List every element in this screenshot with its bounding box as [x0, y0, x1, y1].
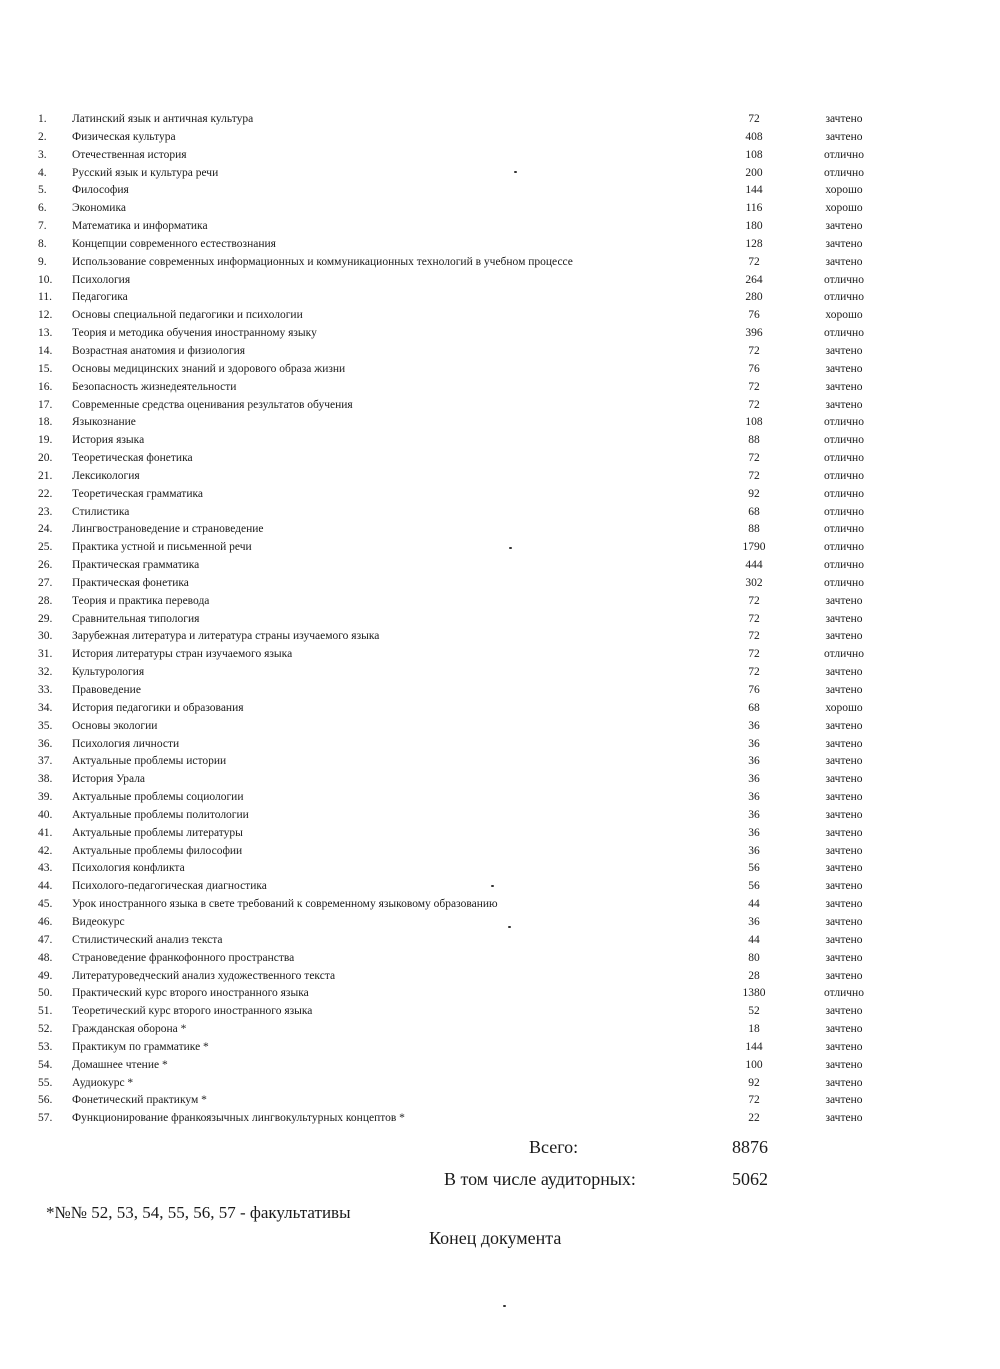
- subject-name: Актуальные проблемы философии: [72, 844, 243, 857]
- hours-value: 264: [745, 273, 763, 286]
- hours-value: 44: [748, 898, 760, 911]
- row-number: 9.: [38, 255, 47, 268]
- table-row: [0, 753, 1000, 771]
- hours-value: 72: [748, 113, 760, 125]
- subject-name: Практический курс второго иностранного языка: [72, 987, 309, 1000]
- table-row: [0, 129, 1000, 147]
- table-row: [0, 379, 1000, 397]
- row-number: 50.: [38, 987, 53, 1000]
- hours-value: 72: [748, 648, 760, 661]
- table-row: [0, 1039, 1000, 1057]
- subject-name: Видеокурс: [72, 915, 125, 928]
- grade-value: отлично: [824, 469, 864, 482]
- hours-value: 36: [748, 737, 760, 750]
- hours-value: 44: [748, 933, 760, 946]
- grade-value: зачтено: [825, 255, 863, 268]
- row-number: 53.: [38, 1040, 53, 1053]
- subject-name: Страноведение франкофонного пространства: [72, 951, 295, 964]
- grade-value: зачтено: [825, 684, 863, 696]
- subject-name: Гражданская оборона *: [72, 1023, 187, 1036]
- table-row: [0, 182, 1000, 200]
- grade-value: хорошо: [825, 202, 863, 215]
- hours-value: 108: [745, 416, 763, 429]
- row-number: 51.: [38, 1005, 53, 1018]
- subject-name: Теоретический курс второго иностранного языка: [72, 1005, 313, 1018]
- subject-name: Актуальные проблемы политологии: [72, 808, 249, 821]
- hours-value: 302: [745, 576, 763, 589]
- grade-value: зачтено: [825, 1040, 863, 1053]
- grade-value: зачтено: [825, 1076, 863, 1089]
- subject-name: Экономика: [72, 202, 126, 215]
- table-row: [0, 397, 1000, 415]
- row-number: 20.: [38, 452, 53, 465]
- table-row: [0, 165, 1000, 183]
- table-row: [0, 468, 1000, 486]
- table-row: [0, 628, 1000, 646]
- row-number: 38.: [38, 773, 53, 786]
- subject-name: Основы экологии: [72, 719, 158, 732]
- scan-speck: [509, 547, 512, 549]
- table-row: [0, 896, 1000, 914]
- subject-name: Теория и методика обучения иностранному языку: [72, 327, 317, 340]
- row-number: 41.: [38, 826, 53, 839]
- table-row: [0, 325, 1000, 343]
- subject-name: Психология личности: [72, 737, 180, 750]
- grade-value: отлично: [824, 487, 864, 500]
- row-number: 45.: [38, 898, 53, 911]
- classroom-hours-value: 5062: [732, 1169, 768, 1189]
- table-row: [0, 700, 1000, 718]
- row-number: 19.: [38, 434, 53, 447]
- table-row: [0, 254, 1000, 272]
- grade-value: зачтено: [825, 933, 863, 946]
- hours-value: 68: [748, 701, 760, 714]
- row-number: 55.: [38, 1076, 53, 1089]
- table-row: [0, 682, 1000, 700]
- hours-value: 76: [748, 362, 760, 375]
- hours-value: 72: [748, 452, 760, 465]
- table-row: [0, 521, 1000, 539]
- row-number: 54.: [38, 1058, 53, 1071]
- grade-value: зачтено: [825, 630, 863, 643]
- row-number: 37.: [38, 755, 53, 768]
- hours-value: 72: [748, 666, 760, 679]
- hours-value: 408: [745, 130, 763, 143]
- subject-name: Стилистика: [72, 505, 130, 518]
- table-row: [0, 914, 1000, 932]
- row-number: 12.: [38, 309, 53, 322]
- subject-name: Урок иностранного языка в свете требований к современному языковому образованию: [72, 898, 498, 911]
- row-number: 34.: [38, 701, 53, 714]
- subject-name: Стилистический анализ текста: [72, 933, 223, 946]
- hours-value: 200: [745, 166, 763, 179]
- table-row: [0, 361, 1000, 379]
- grade-value: отлично: [824, 523, 864, 536]
- subject-name: Физическая культура: [72, 130, 176, 143]
- hours-value: 36: [748, 773, 760, 786]
- subject-name: Аудиокурс *: [72, 1076, 134, 1089]
- grade-value: отлично: [824, 273, 864, 286]
- subject-name: Латинский язык и античная культура: [72, 113, 254, 125]
- row-number: 35.: [38, 719, 53, 732]
- subject-name: Практикум по грамматике *: [72, 1040, 209, 1053]
- row-number: 4.: [38, 166, 47, 179]
- table-row: [0, 504, 1000, 522]
- hours-value: 72: [748, 594, 760, 607]
- grade-value: отлично: [824, 327, 864, 340]
- hours-value: 56: [748, 862, 760, 875]
- grade-value: зачтено: [825, 130, 863, 143]
- subject-name: Практическая фонетика: [72, 576, 189, 589]
- grade-value: зачтено: [825, 737, 863, 750]
- grade-value: зачтено: [825, 398, 863, 411]
- hours-value: 18: [748, 1023, 760, 1036]
- subject-name: Теория и практика перевода: [72, 594, 210, 607]
- grade-value: зачтено: [825, 344, 863, 357]
- subject-name: История языка: [72, 434, 145, 447]
- grade-value: зачтено: [825, 220, 863, 233]
- subject-name: Использование современных информационных и коммуникационных технологий в учебном процессе: [72, 255, 573, 268]
- hours-value: 36: [748, 826, 760, 839]
- grade-value: отлично: [824, 166, 864, 179]
- table-row: [0, 289, 1000, 307]
- grade-value: зачтено: [825, 612, 863, 625]
- subject-name: Философия: [72, 184, 129, 197]
- table-row: [0, 218, 1000, 236]
- row-number: 23.: [38, 505, 53, 518]
- table-row: [0, 557, 1000, 575]
- hours-value: 72: [748, 398, 760, 411]
- row-number: 42.: [38, 844, 53, 857]
- subject-name: История Урала: [72, 773, 146, 786]
- table-row: [0, 111, 1000, 129]
- total-value: 8876: [732, 1137, 768, 1157]
- course-list: [0, 111, 1000, 1128]
- table-row: [0, 343, 1000, 361]
- subject-name: Сравнительная типология: [72, 612, 200, 625]
- subject-name: Русский язык и культура речи: [72, 166, 219, 179]
- row-number: 14.: [38, 344, 53, 357]
- row-number: 44.: [38, 880, 53, 893]
- grade-value: зачтено: [825, 362, 863, 375]
- grade-value: отлично: [824, 987, 864, 1000]
- hours-value: 396: [745, 327, 763, 340]
- hours-value: 444: [745, 559, 763, 572]
- grade-value: зачтено: [825, 880, 863, 893]
- subject-name: История литературы стран изучаемого языка: [72, 648, 293, 661]
- subject-name: История педагогики и образования: [72, 701, 244, 714]
- grade-value: зачтено: [825, 237, 863, 250]
- row-number: 8.: [38, 237, 47, 250]
- row-number: 26.: [38, 559, 53, 572]
- table-row: [0, 414, 1000, 432]
- subject-name: Основы специальной педагогики и психологии: [72, 309, 303, 322]
- subject-name: Психолого-педагогическая диагностика: [72, 880, 267, 893]
- hours-value: 36: [748, 844, 760, 857]
- grade-value: отлично: [824, 541, 864, 554]
- hours-value: 72: [748, 630, 760, 643]
- hours-value: 92: [748, 487, 760, 500]
- row-number: 40.: [38, 808, 53, 821]
- grade-value: зачтено: [825, 380, 863, 393]
- grade-value: зачтено: [825, 898, 863, 911]
- subject-name: Функционирование франкоязычных лингвокультурных концептов *: [72, 1112, 405, 1125]
- row-number: 56.: [38, 1094, 53, 1107]
- grade-value: зачтено: [825, 773, 863, 786]
- grade-value: зачтено: [825, 862, 863, 875]
- hours-value: 1790: [742, 541, 766, 554]
- row-number: 6.: [38, 202, 47, 215]
- grade-value: зачтено: [825, 1023, 863, 1036]
- end-of-document: Конец документа: [429, 1228, 562, 1248]
- scan-speck: [508, 926, 511, 928]
- subject-name: Психология: [72, 273, 131, 286]
- hours-value: 76: [748, 684, 760, 696]
- subject-name: Культурология: [72, 666, 145, 679]
- hours-value: 88: [748, 523, 760, 536]
- subject-name: Теоретическая грамматика: [72, 487, 203, 500]
- row-number: 33.: [38, 684, 53, 696]
- row-number: 49.: [38, 969, 53, 982]
- subject-name: Концепции современного естествознания: [72, 237, 276, 250]
- table-row: [0, 1110, 1000, 1128]
- hours-value: 72: [748, 612, 760, 625]
- grade-value: зачтено: [825, 969, 863, 982]
- grade-value: отлично: [824, 148, 864, 161]
- scan-speck: [503, 1305, 506, 1307]
- hours-value: 72: [748, 1094, 760, 1107]
- table-row: [0, 932, 1000, 950]
- row-number: 21.: [38, 469, 53, 482]
- grade-value: зачтено: [825, 951, 863, 964]
- grade-value: хорошо: [825, 309, 863, 322]
- row-number: 3.: [38, 148, 47, 161]
- classroom-hours-label: В том числе аудиторных:: [444, 1169, 636, 1189]
- row-number: 47.: [38, 933, 53, 946]
- grade-value: зачтено: [825, 1094, 863, 1107]
- table-row: [0, 200, 1000, 218]
- row-number: 27.: [38, 576, 53, 589]
- table-row: [0, 147, 1000, 165]
- row-number: 43.: [38, 862, 53, 875]
- table-row: [0, 718, 1000, 736]
- row-number: 5.: [38, 184, 47, 197]
- table-row: [0, 432, 1000, 450]
- table-row: [0, 272, 1000, 290]
- table-row: [0, 985, 1000, 1003]
- hours-value: 28: [748, 969, 760, 982]
- subject-name: Математика и информатика: [72, 220, 208, 233]
- row-number: 1.: [38, 113, 47, 125]
- subject-name: Литературоведческий анализ художественного текста: [72, 969, 336, 982]
- subject-name: Актуальные проблемы истории: [72, 755, 227, 768]
- subject-name: Современные средства оценивания результатов обучения: [72, 398, 353, 411]
- hours-value: 144: [745, 1040, 763, 1053]
- hours-value: 1380: [742, 987, 766, 1000]
- subject-name: Языкознание: [72, 416, 136, 429]
- table-row: [0, 1003, 1000, 1021]
- grade-value: зачтено: [825, 113, 863, 125]
- hours-value: 88: [748, 434, 760, 447]
- row-number: 48.: [38, 951, 53, 964]
- row-number: 32.: [38, 666, 53, 679]
- hours-value: 22: [748, 1112, 760, 1125]
- grade-value: зачтено: [825, 791, 863, 804]
- subject-name: Лексикология: [72, 469, 140, 482]
- grade-value: зачтено: [825, 1005, 863, 1018]
- hours-value: 36: [748, 719, 760, 732]
- table-row: [0, 950, 1000, 968]
- grade-value: отлично: [824, 452, 864, 465]
- table-row: [0, 860, 1000, 878]
- hours-value: 36: [748, 808, 760, 821]
- hours-value: 76: [748, 309, 760, 322]
- hours-value: 36: [748, 915, 760, 928]
- grade-value: зачтено: [825, 719, 863, 732]
- subject-name: Основы медицинских знаний и здорового образа жизни: [72, 362, 346, 375]
- row-number: 46.: [38, 915, 53, 928]
- grade-value: зачтено: [825, 915, 863, 928]
- table-row: [0, 789, 1000, 807]
- hours-value: 108: [745, 148, 763, 161]
- hours-value: 180: [745, 220, 763, 233]
- hours-value: 72: [748, 469, 760, 482]
- table-row: [0, 736, 1000, 754]
- grade-value: зачтено: [825, 844, 863, 857]
- grade-value: отлично: [824, 291, 864, 304]
- table-row: [0, 843, 1000, 861]
- table-row: [0, 450, 1000, 468]
- hours-value: 100: [745, 1058, 763, 1071]
- row-number: 52.: [38, 1023, 53, 1036]
- table-row: [0, 486, 1000, 504]
- row-number: 25.: [38, 541, 53, 554]
- table-row: [0, 807, 1000, 825]
- grade-value: зачтено: [825, 666, 863, 679]
- subject-name: Практическая грамматика: [72, 559, 200, 572]
- grade-value: зачтено: [825, 1112, 863, 1125]
- hours-value: 80: [748, 951, 760, 964]
- scan-speck: [491, 885, 494, 887]
- grade-value: зачтено: [825, 755, 863, 768]
- grade-value: отлично: [824, 416, 864, 429]
- table-row: [0, 593, 1000, 611]
- subject-name: Домашнее чтение *: [72, 1058, 168, 1071]
- row-number: 7.: [38, 220, 47, 233]
- row-number: 18.: [38, 416, 53, 429]
- row-number: 15.: [38, 362, 53, 375]
- subject-name: Практика устной и письменной речи: [72, 541, 252, 554]
- subject-name: Педагогика: [72, 291, 128, 304]
- row-number: 11.: [38, 291, 52, 304]
- hours-value: 68: [748, 505, 760, 518]
- table-row: [0, 1092, 1000, 1110]
- table-row: [0, 307, 1000, 325]
- hours-value: 128: [745, 237, 763, 250]
- table-row: [0, 878, 1000, 896]
- grade-value: зачтено: [825, 808, 863, 821]
- table-row: [0, 575, 1000, 593]
- subject-name: Безопасность жизнедеятельности: [72, 380, 237, 393]
- hours-value: 280: [745, 291, 763, 304]
- row-number: 10.: [38, 273, 53, 286]
- row-number: 36.: [38, 737, 53, 750]
- hours-value: 56: [748, 880, 760, 893]
- row-number: 39.: [38, 791, 53, 804]
- subject-name: Зарубежная литература и литература страны изучаемого языка: [72, 630, 380, 643]
- table-row: [0, 1057, 1000, 1075]
- hours-value: 72: [748, 255, 760, 268]
- grade-value: хорошо: [825, 701, 863, 714]
- hours-value: 36: [748, 791, 760, 804]
- table-row: [0, 771, 1000, 789]
- table-row: [0, 646, 1000, 664]
- row-number: 13.: [38, 327, 53, 340]
- grade-value: зачтено: [825, 826, 863, 839]
- grade-value: отлично: [824, 576, 864, 589]
- grade-value: отлично: [824, 505, 864, 518]
- subject-name: Отечественная история: [72, 148, 187, 161]
- grade-value: зачтено: [825, 594, 863, 607]
- scan-speck: [514, 171, 517, 173]
- table-row: [0, 539, 1000, 557]
- electives-footnote: *№№ 52, 53, 54, 55, 56, 57 - факультативы: [46, 1203, 351, 1222]
- hours-value: 72: [748, 380, 760, 393]
- table-row: [0, 968, 1000, 986]
- grade-value: отлично: [824, 434, 864, 447]
- row-number: 29.: [38, 612, 53, 625]
- hours-value: 92: [748, 1076, 760, 1089]
- row-number: 17.: [38, 398, 53, 411]
- hours-value: 72: [748, 344, 760, 357]
- grade-value: отлично: [824, 559, 864, 572]
- subject-name: Правоведение: [72, 684, 141, 696]
- subject-name: Возрастная анатомия и физиология: [72, 344, 246, 357]
- subject-name: Теоретическая фонетика: [72, 452, 193, 465]
- total-label: Всего:: [529, 1137, 579, 1157]
- subject-name: Актуальные проблемы литературы: [72, 826, 243, 839]
- row-number: 28.: [38, 594, 53, 607]
- row-number: 57.: [38, 1112, 53, 1125]
- row-number: 22.: [38, 487, 53, 500]
- row-number: 24.: [38, 523, 53, 536]
- row-number: 31.: [38, 648, 53, 661]
- row-number: 2.: [38, 130, 47, 143]
- row-number: 30.: [38, 630, 53, 643]
- table-row: [0, 1075, 1000, 1093]
- hours-value: 52: [748, 1005, 760, 1018]
- table-row: [0, 1021, 1000, 1039]
- grade-value: зачтено: [825, 1058, 863, 1071]
- table-row: [0, 825, 1000, 843]
- subject-name: Актуальные проблемы социологии: [72, 791, 244, 804]
- table-row: [0, 664, 1000, 682]
- subject-name: Лингвострановедение и страноведение: [72, 523, 264, 536]
- subject-name: Психология конфликта: [72, 862, 185, 875]
- table-row: [0, 611, 1000, 629]
- grade-value: отлично: [824, 648, 864, 661]
- hours-value: 144: [745, 184, 763, 197]
- subject-name: Фонетический практикум *: [72, 1094, 207, 1107]
- hours-value: 116: [745, 202, 763, 215]
- hours-value: 36: [748, 755, 760, 768]
- table-row: [0, 236, 1000, 254]
- row-number: 16.: [38, 380, 53, 393]
- grade-value: хорошо: [825, 184, 863, 197]
